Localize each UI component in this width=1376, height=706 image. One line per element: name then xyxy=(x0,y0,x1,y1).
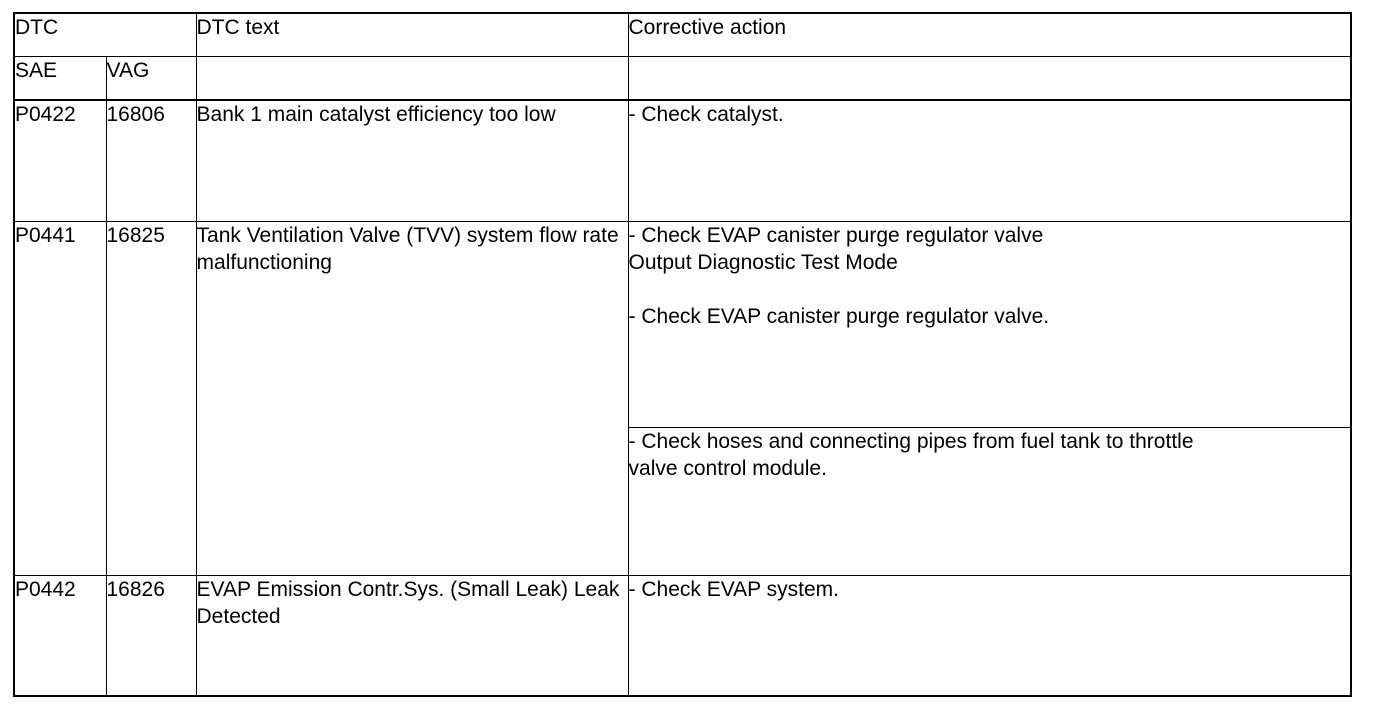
sae-code: P0422 xyxy=(14,100,106,221)
corrective-action xyxy=(628,575,1351,696)
table-row xyxy=(14,221,1351,427)
action-line: Output Diagnostic Test Mode xyxy=(628,250,898,274)
vag-code: 16826 xyxy=(106,575,196,696)
corrective-action xyxy=(628,100,1351,221)
header-blank-action xyxy=(628,57,1351,101)
table-row xyxy=(14,100,1351,221)
corrective-action xyxy=(628,427,1351,575)
action-line: - Check catalyst. xyxy=(628,103,784,126)
dtc-description: EVAP Emission Contr.Sys. (Small Leak) Leak Detected xyxy=(196,575,628,696)
header-dtc-text: DTC text xyxy=(196,13,628,57)
corrective-action xyxy=(628,221,1351,427)
vag-code: 16806 xyxy=(106,100,196,221)
action-line: - Check EVAP canister purge regulator valve xyxy=(628,223,1044,247)
header-vag: VAG xyxy=(106,57,196,101)
dtc-table xyxy=(13,12,1352,697)
header-dtc: DTC xyxy=(14,13,196,57)
action-line: valve control module. xyxy=(628,456,827,480)
header-row xyxy=(14,13,1351,57)
dtc-description: Tank Ventilation Valve (TVV) system flow rate malfunctioning xyxy=(196,221,628,575)
header-blank-text xyxy=(196,57,628,101)
action-line: - Check hoses and connecting pipes from fuel tank to throttle xyxy=(628,429,1194,453)
subheader-row xyxy=(14,57,1351,101)
header-sae: SAE xyxy=(14,57,106,101)
table-row xyxy=(14,575,1351,696)
action-line: - Check EVAP system. xyxy=(628,577,839,601)
sae-code: P0442 xyxy=(14,575,106,696)
header-corrective-action: Corrective action xyxy=(628,13,1351,57)
sae-code: P0441 xyxy=(14,221,106,575)
vag-code: 16825 xyxy=(106,221,196,575)
dtc-description: Bank 1 main catalyst efficiency too low xyxy=(196,100,628,221)
action-line: - Check EVAP canister purge regulator valve. xyxy=(628,304,1050,328)
